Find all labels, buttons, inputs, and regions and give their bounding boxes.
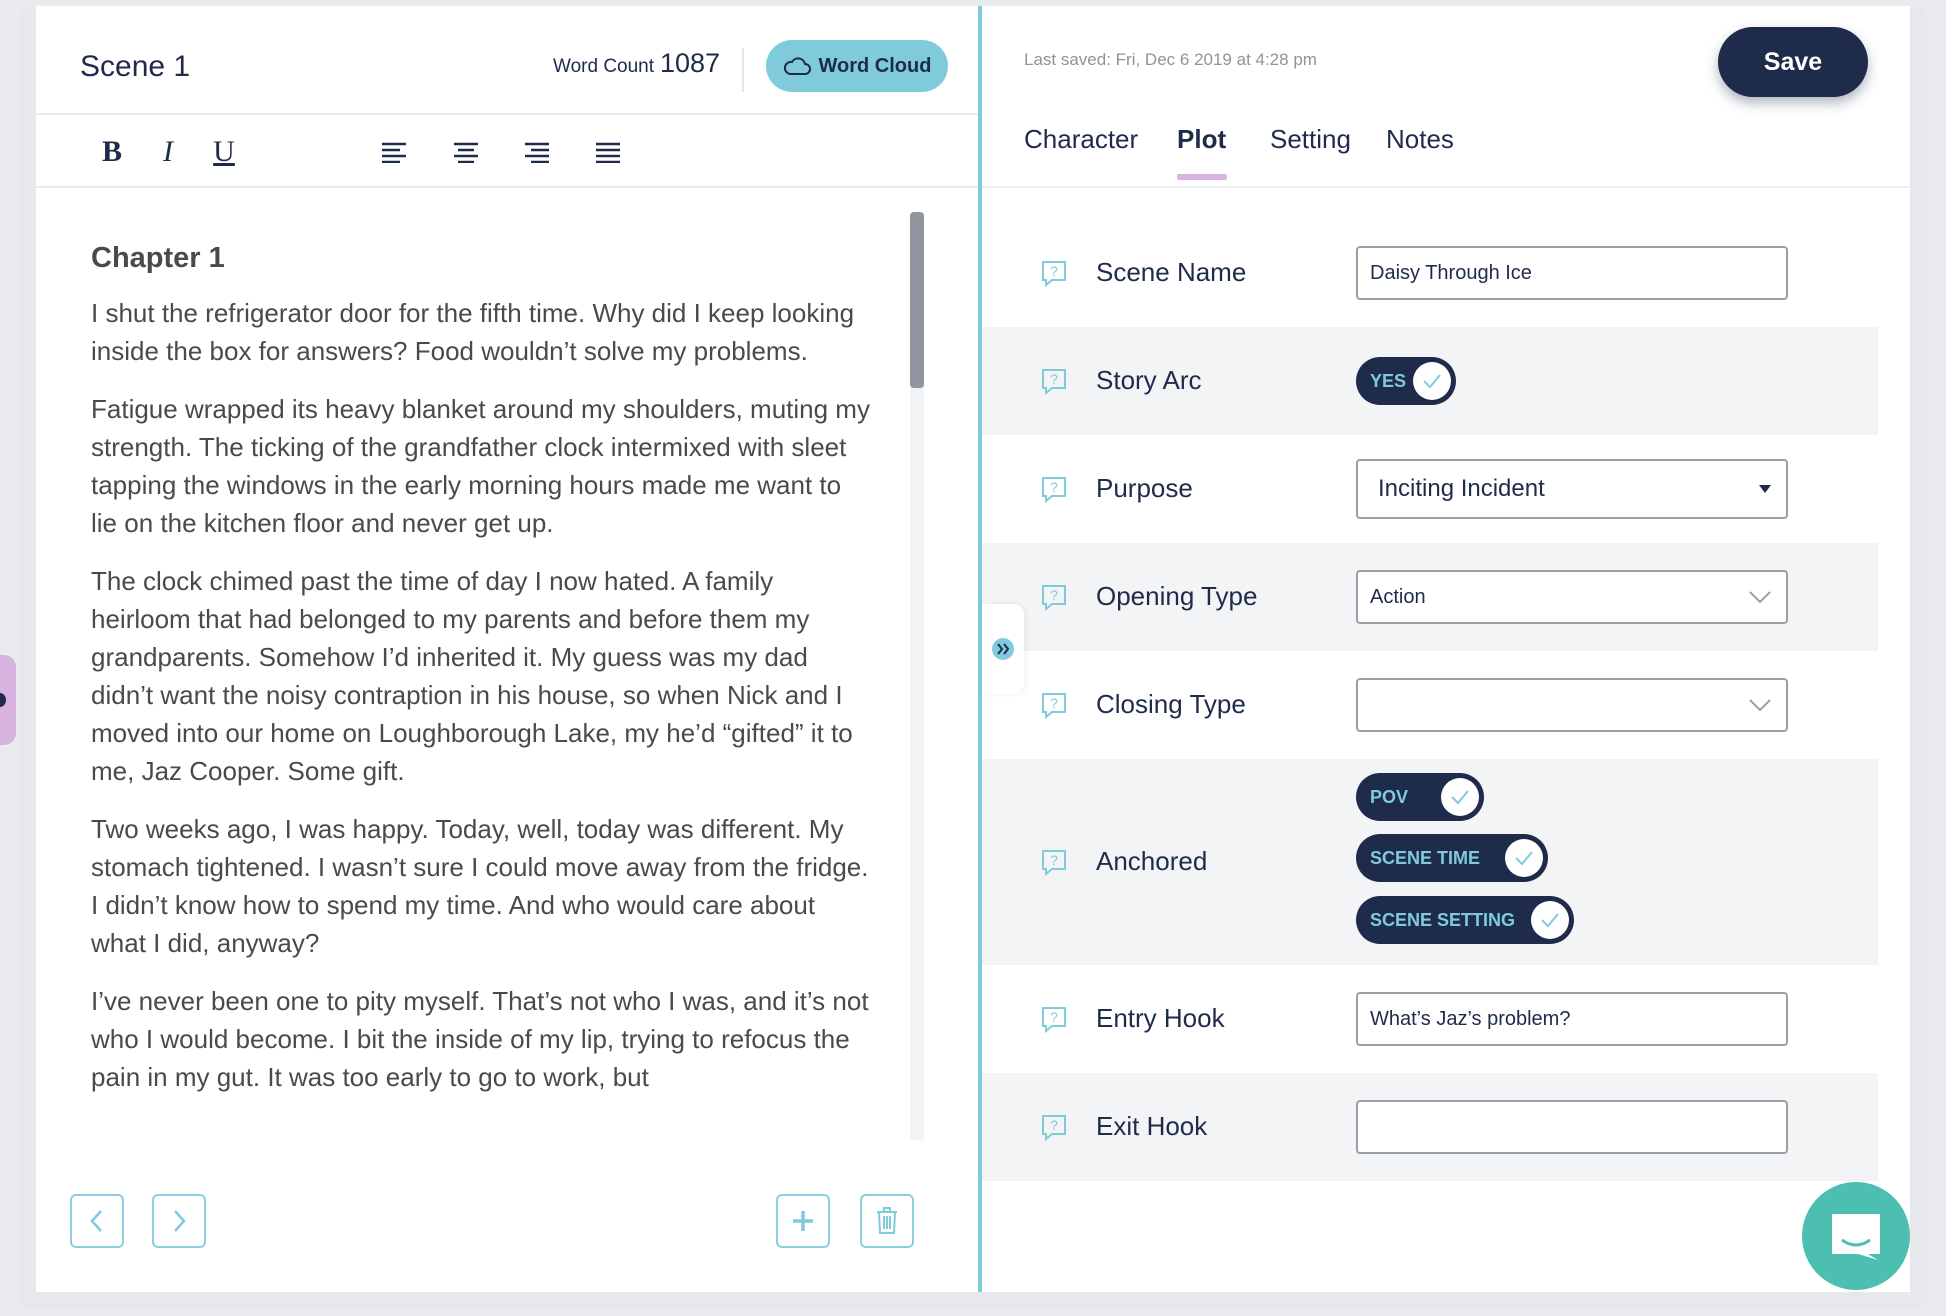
opening-type-select[interactable] — [1356, 570, 1788, 624]
paragraph: I’ve never been one to pity myself. That’s not who I was, and it’s not who I would become. I bit the inside of my lip, trying to refocus the pain in my gut. It was too early to go to work, but — [91, 986, 869, 1092]
chat-support-button[interactable] — [1802, 1182, 1910, 1290]
help-icon[interactable] — [1040, 1113, 1068, 1141]
underline-button[interactable]: U — [213, 135, 235, 168]
toggle-label: SCENE SETTING — [1370, 909, 1516, 930]
check-icon — [1505, 839, 1543, 877]
align-left-button[interactable] — [374, 132, 414, 172]
paragraph: Two weeks ago, I was happy. Today, well, today was different. My stomach tightened. I wasn’t sure I could move away from the fridge. I didn’t know how to spend my time. And who would care about what I did, anyway? — [91, 814, 869, 958]
bold-button[interactable]: B — [101, 135, 122, 168]
tab-character[interactable]: Character — [1024, 124, 1139, 154]
justify-button[interactable] — [588, 132, 628, 172]
scene-name-row — [982, 219, 1878, 327]
help-icon[interactable] — [1040, 1005, 1068, 1033]
chevron-down-icon — [1748, 590, 1772, 604]
align-left-icon — [380, 141, 408, 163]
opening-type-label: Opening Type — [1096, 581, 1258, 611]
collapse-panel-tab[interactable] — [982, 604, 1024, 694]
svg-text:?: ? — [1050, 1117, 1058, 1133]
chevron-right-icon — [169, 1208, 189, 1234]
svg-text:?: ? — [1050, 263, 1058, 279]
save-button[interactable]: Save — [1718, 27, 1868, 97]
exit-hook-row — [982, 1073, 1878, 1181]
toggle-label: SCENE TIME — [1370, 847, 1481, 868]
tab-notes[interactable]: Notes — [1386, 124, 1454, 154]
toggle-label: POV — [1370, 786, 1409, 807]
svg-text:?: ? — [1050, 852, 1058, 868]
anchored-label: Anchored — [1096, 846, 1208, 876]
svg-text:?: ? — [1050, 479, 1058, 495]
paragraph: I shut the refrigerator door for the fifth time. Why did I keep looking inside the box for answers? Food wouldn’t solve my problems. — [91, 298, 855, 366]
tab-plot[interactable]: Plot — [1177, 124, 1227, 154]
help-icon[interactable] — [1040, 475, 1068, 503]
scene-setting-toggle[interactable] — [1356, 896, 1574, 944]
story-arc-label: Story Arc — [1096, 365, 1202, 395]
drawer-dot-icon — [0, 693, 6, 707]
editor-header — [36, 6, 978, 115]
closing-type-row — [982, 651, 1878, 759]
paragraph: Fatigue wrapped its heavy blanket around my shoulders, muting my strength. The ticking of the grandfather clock intermixed with sleet tapping the windows in the early morning hours made me want to lie on the kitchen floor and never get up. — [91, 394, 870, 538]
plus-icon — [791, 1209, 815, 1233]
scene-details-panel — [982, 6, 1910, 1292]
scene-name-input[interactable]: Daisy Through Ice — [1356, 246, 1788, 300]
entry-hook-label: Entry Hook — [1096, 1003, 1225, 1033]
cloud-icon — [783, 56, 811, 76]
check-icon — [1413, 362, 1451, 400]
caret-down-icon — [1758, 484, 1772, 494]
purpose-label: Purpose — [1096, 473, 1193, 503]
align-center-icon — [452, 141, 480, 163]
align-justify-icon — [594, 141, 622, 163]
story-arc-row — [982, 327, 1878, 435]
entry-hook-input[interactable]: What’s Jaz’s problem? — [1356, 992, 1788, 1046]
chat-icon — [1828, 1210, 1884, 1262]
previous-scene-button[interactable] — [70, 1194, 124, 1248]
side-drawer-handle[interactable] — [0, 655, 16, 745]
svg-text:?: ? — [1050, 1009, 1058, 1025]
exit-hook-input[interactable] — [1356, 1100, 1788, 1154]
check-icon — [1531, 901, 1569, 939]
toggle-label: YES — [1370, 370, 1407, 391]
panel-tabs — [982, 116, 1910, 188]
exit-hook-label: Exit Hook — [1096, 1111, 1208, 1141]
next-scene-button[interactable] — [152, 1194, 206, 1248]
purpose-value: Inciting Incident — [1378, 475, 1545, 502]
double-chevron-right-icon — [992, 638, 1014, 660]
italic-button[interactable]: I — [163, 135, 173, 168]
word-cloud-button[interactable] — [766, 40, 948, 92]
align-center-button[interactable] — [446, 132, 486, 172]
purpose-row — [982, 435, 1878, 543]
editor-text-area[interactable] — [36, 190, 978, 1140]
scene-time-toggle[interactable] — [1356, 834, 1548, 882]
help-icon[interactable] — [1040, 583, 1068, 611]
purpose-select[interactable] — [1356, 459, 1788, 519]
chapter-heading: Chapter 1 — [91, 242, 225, 274]
align-right-icon — [523, 141, 551, 163]
entry-hook-row — [982, 965, 1878, 1073]
story-arc-toggle[interactable] — [1356, 357, 1456, 405]
word-count-value: 1087 — [660, 48, 721, 78]
word-count-label: Word Count — [553, 56, 655, 77]
chevron-left-icon — [87, 1208, 107, 1234]
delete-scene-button[interactable] — [860, 1194, 914, 1248]
opening-type-value: Action — [1370, 585, 1426, 608]
paragraph: The clock chimed past the time of day I now hated. A family heirloom that had belonged to my parents and before them my grandparents. Somehow I’d inherited it. My guess was my dad didn’t want the noisy contraption in his house, so when Nick and I moved into our home on Loughborough Lake, my he’d “gifted” it to me, Jaz Cooper. Some gift. — [91, 566, 853, 786]
header-divider — [742, 48, 744, 92]
closing-type-label: Closing Type — [1096, 689, 1246, 719]
tab-setting[interactable]: Setting — [1270, 124, 1351, 154]
word-cloud-label: Word Cloud — [818, 54, 932, 77]
chevron-down-icon — [1748, 698, 1772, 712]
last-saved-text: Last saved: Fri, Dec 6 2019 at 4:28 pm — [1024, 50, 1317, 69]
help-icon[interactable] — [1040, 848, 1068, 876]
svg-text:?: ? — [1050, 695, 1058, 711]
trash-icon — [875, 1207, 899, 1235]
closing-type-select[interactable] — [1356, 678, 1788, 732]
active-tab-indicator — [1177, 174, 1227, 180]
help-icon[interactable] — [1040, 367, 1068, 395]
scene-title: Scene 1 — [80, 50, 191, 83]
help-icon[interactable] — [1040, 259, 1068, 287]
check-icon — [1441, 778, 1479, 816]
scrollbar-thumb[interactable] — [910, 212, 924, 388]
opening-type-row — [982, 543, 1878, 651]
editor-pane — [36, 6, 978, 1292]
anchored-row — [982, 759, 1878, 965]
paragraph-list — [91, 294, 871, 1116]
svg-text:?: ? — [1050, 371, 1058, 387]
svg-text:?: ? — [1050, 587, 1058, 603]
align-right-button[interactable] — [517, 132, 557, 172]
help-icon[interactable] — [1040, 691, 1068, 719]
format-toolbar — [36, 116, 978, 188]
add-scene-button[interactable] — [776, 1194, 830, 1248]
scene-name-label: Scene Name — [1096, 257, 1247, 287]
pov-toggle[interactable] — [1356, 773, 1484, 821]
